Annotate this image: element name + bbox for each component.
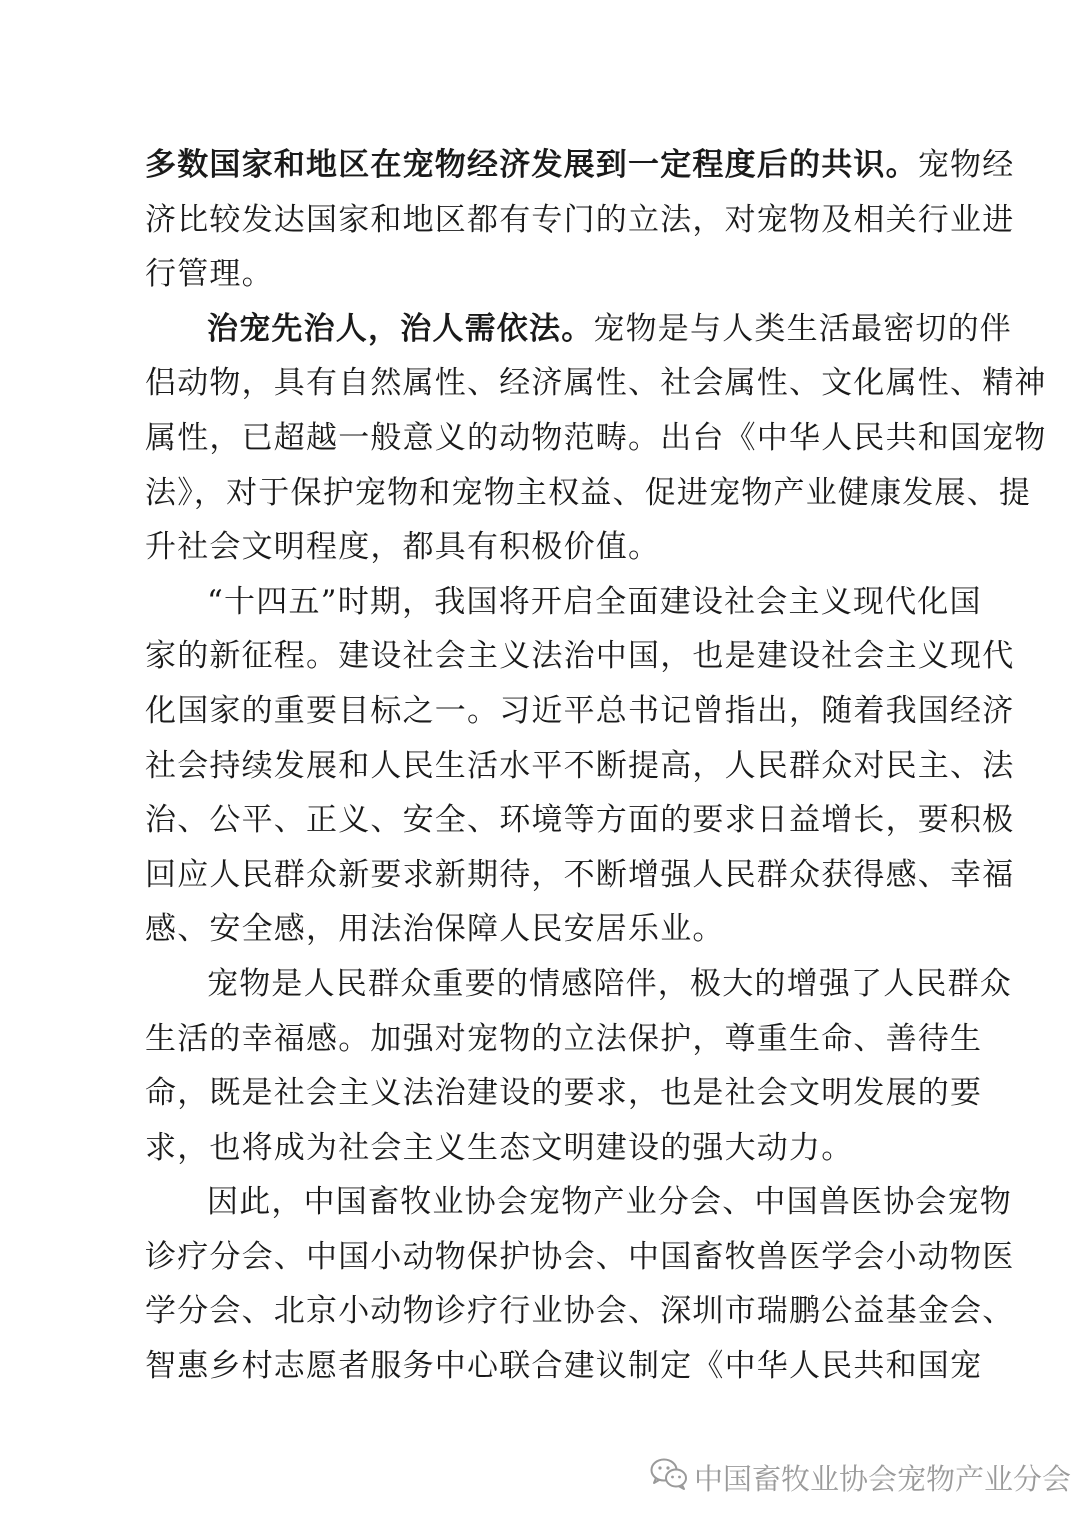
text-line: 因此，中国畜牧业协会宠物产业分会、中国兽医协会宠物 [207,1184,1012,1221]
text-line: 侣动物，具有自然属性、经济属性、社会属性、文化属性、精神 [145,365,1047,402]
text-line: 感、安全感，用法治保障人民安居乐业。 [145,911,725,948]
text-line: 升社会文明程度，都具有积极价值。 [145,529,661,566]
text-line: “十四五”时期，我国将开启全面建设社会主义现代化国 [207,583,982,620]
text-line: 宠物是人民群众重要的情感陪伴，极大的增强了人民群众 [207,965,1012,1002]
text-line: 智惠乡村志愿者服务中心联合建议制定《中华人民共和国宠 [145,1348,983,1385]
watermark [650,1456,1071,1498]
text-line: 化国家的重要目标之一。习近平总书记曾指出，随着我国经济 [145,692,1015,729]
bold-lead: 治宠先治人，治人需依法。 [207,310,594,347]
text-line: 回应人民群众新要求新期待，不断增强人民群众获得感、幸福 [145,856,1015,893]
text-line [145,138,1015,193]
document-body [145,138,1047,1394]
text-line: 学分会、北京小动物诊疗行业协会、深圳市瑞鹏公益基金会、 [145,1293,1015,1330]
text-line: 求，也将成为社会主义生态文明建设的强大动力。 [145,1129,854,1166]
text-line: 济比较发达国家和地区都有专门的立法，对宠物及相关行业进 [145,201,1015,238]
text-line: 法》，对于保护宠物和宠物主权益、促进宠物产业健康发展、提 [145,474,1032,511]
watermark-text: 中国畜牧业协会宠物产业分会 [694,1461,1072,1496]
line-text: 宠物是与人类生活最密切的伴 [593,310,1013,347]
wechat-icon [650,1457,688,1498]
text-line: 命，既是社会主义法治建设的要求，也是社会文明发展的要 [145,1075,983,1112]
line-text: 宠物经 [917,147,1015,183]
text-line: 行管理。 [145,256,274,293]
text-line: 生活的幸福感。加强对宠物的立法保护，尊重生命、善待生 [145,1020,983,1057]
text-line: 社会持续发展和人民生活水平不断提高，人民群众对民主、法 [145,747,1015,784]
bold-lead: 多数国家和地区在宠物经济发展到一定程度后的共识。 [145,147,918,183]
text-line [145,302,1013,357]
text-line: 治、公平、正义、安全、环境等方面的要求日益增长，要积极 [145,802,1015,839]
text-line: 诊疗分会、中国小动物保护协会、中国畜牧兽医学会小动物医 [145,1238,1015,1275]
text-line: 家的新征程。建设社会主义法治中国，也是建设社会主义现代 [145,638,1015,675]
text-line: 属性，已超越一般意义的动物范畴。出台《中华人民共和国宠物 [145,419,1047,456]
